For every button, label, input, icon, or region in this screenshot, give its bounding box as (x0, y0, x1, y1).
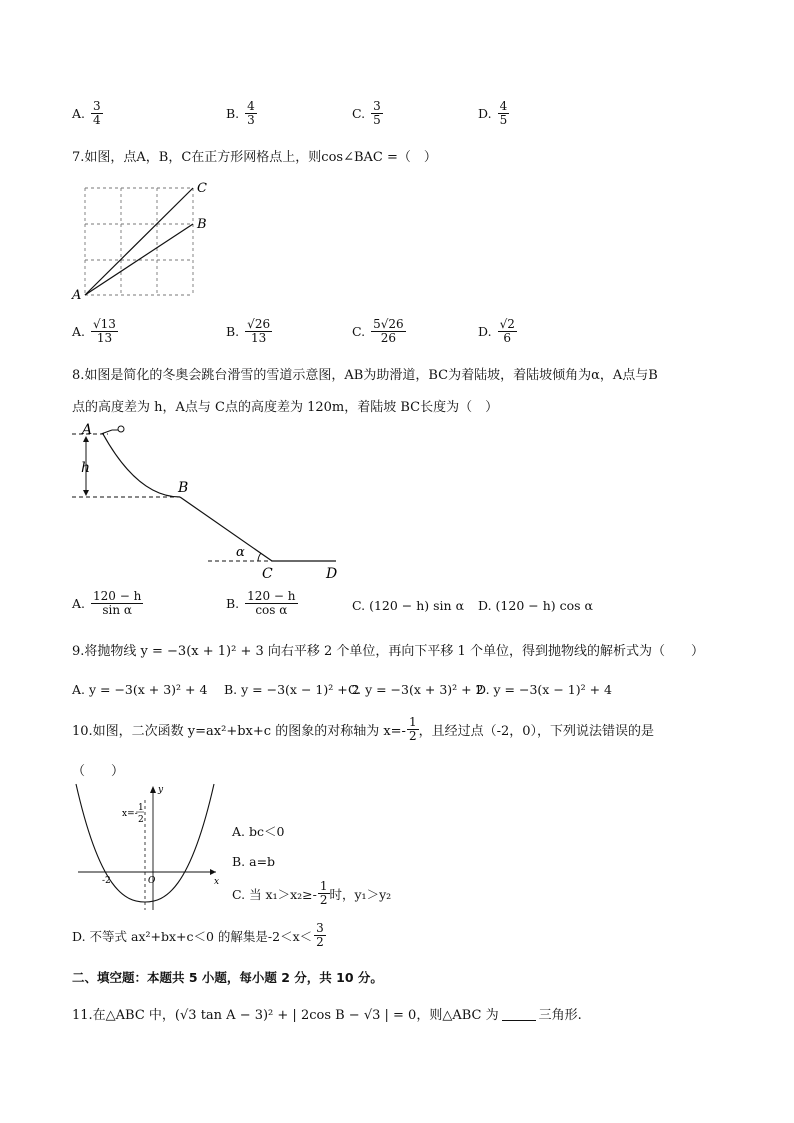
fraction (407, 716, 419, 743)
denominator: sin α (102, 603, 132, 618)
q9-option-d: D. y = −3(x − 1)² + 4 (476, 682, 612, 697)
stem-text: ，且经过点（-2，0），下列说法错误的是 (418, 724, 655, 740)
segment-ab (85, 224, 193, 295)
option-text: (120 − h) sin α (369, 598, 465, 613)
fraction (245, 318, 272, 345)
q8-stem-line1: 8.如图是简化的冬奥会跳台滑雪的雪道示意图，AB为助滑道，BC为着陆坡，着陆坡倾角为α，A点与B (72, 368, 658, 383)
x-axis-arrow-icon (210, 869, 216, 875)
q7-option-a (72, 318, 118, 345)
q6-option-d (478, 100, 509, 127)
option-letter: C. (352, 598, 366, 613)
numerator: √2 (499, 317, 515, 331)
label-c: C (262, 566, 273, 582)
skier-icon (101, 430, 118, 434)
q7-option-b (226, 318, 272, 345)
label-a: A (82, 422, 93, 438)
option-letter: B. (226, 596, 240, 612)
option-letter: C. (352, 106, 366, 122)
label-origin: O (148, 876, 156, 886)
q7-option-c (352, 318, 406, 345)
q8-option-b (226, 590, 298, 617)
stem-text: 10.如图，二次函数 y=ax²+bx+c 的图象的对称轴为 x=- (72, 724, 406, 740)
label-x: x (214, 877, 220, 887)
q7-option-d (478, 318, 517, 345)
stem-text: 11.在△ABC 中，(√3 tan A − 3)² + | 2cos B − √3 | = 0，则△ABC 为 (72, 1008, 499, 1023)
segment-ac (85, 188, 193, 295)
denominator: 2 (319, 893, 328, 908)
q8-stem-line2: 点的高度差为 h，A点与 C点的高度差为 120m，着陆坡 BC长度为（ ） (72, 400, 499, 415)
denominator: 2 (316, 935, 324, 950)
denominator: 3 (247, 113, 255, 128)
option-text: C. 当 x₁＞x₂≥- (232, 886, 317, 902)
q9-option-a: A. y = −3(x + 3)² + 4 (72, 682, 208, 697)
q10-option-b: B. a=b (232, 854, 276, 869)
q6-option-c (352, 100, 383, 127)
q7-stem: 7.如图，点A，B，C在正方形网格点上，则cos∠BAC =（ ） (72, 150, 437, 165)
option-letter: A. (72, 106, 86, 122)
label-axis-den: 2 (138, 815, 144, 825)
y-axis-arrow-icon (150, 786, 156, 793)
label-y: y (158, 785, 164, 795)
angle-arc (258, 553, 261, 561)
q10-option-d (72, 922, 326, 949)
section-heading: 二、填空题：本题共 5 小题，每小题 2 分，共 10 分。 (72, 970, 383, 985)
stem-text: 三角形. (538, 1008, 582, 1023)
denominator: cos α (255, 603, 288, 618)
numerator: √13 (93, 317, 116, 331)
arrow-down-icon (83, 490, 89, 496)
option-text: 时，y₁＞y₂ (329, 886, 392, 902)
option-text: (120 − h) cos α (495, 598, 593, 613)
q7-grid-figure (70, 178, 220, 302)
numerator: 5√26 (373, 317, 404, 331)
numerator: 3 (316, 921, 324, 935)
q10-stem (72, 716, 654, 743)
fraction (371, 100, 383, 127)
label-axis-pre: x=- (122, 809, 138, 819)
fraction (91, 100, 103, 127)
option-letter: B. (226, 324, 240, 340)
label-c: C (197, 181, 207, 196)
option-letter: A. (72, 324, 86, 340)
label-axis-num: 1 (138, 803, 144, 813)
fraction (245, 590, 297, 617)
q8-option-d (478, 598, 593, 613)
denominator: 2 (408, 729, 417, 744)
fraction (314, 922, 326, 949)
fraction (91, 318, 118, 345)
fraction (498, 318, 517, 345)
denominator: 13 (250, 331, 267, 346)
option-letter: D. (478, 598, 492, 613)
label-h: h (81, 460, 91, 476)
option-letter: D. (478, 106, 492, 122)
option-letter: B. (226, 106, 240, 122)
fraction (245, 100, 257, 127)
label-a: A (72, 288, 82, 302)
label-b: B (178, 480, 189, 496)
numerator: 1 (408, 715, 417, 729)
fraction (498, 100, 510, 127)
slope-bc (180, 497, 272, 561)
fraction (371, 318, 406, 345)
q9-option-b: B. y = −3(x − 1)² + 2 (224, 682, 360, 697)
fraction (91, 590, 143, 617)
label-d: D (326, 566, 338, 582)
denominator: 5 (373, 113, 381, 128)
numerator: 4 (499, 99, 508, 113)
numerator: 1 (319, 879, 328, 893)
q9-option-c: C. y = −3(x + 3)² + 2 (348, 682, 484, 697)
option-letter: D. (478, 324, 492, 340)
numerator: 120 − h (247, 589, 296, 603)
q6-option-b (226, 100, 257, 127)
label-b: B (197, 217, 207, 232)
q10-option-c (232, 880, 391, 907)
numerator: 3 (93, 99, 101, 113)
q10-paren: （ ） (72, 764, 125, 779)
q8-option-c (352, 598, 464, 613)
q8-ski-slope-figure (68, 420, 358, 582)
q8-option-a (72, 590, 143, 617)
skier-head-icon (118, 426, 124, 432)
numerator: √26 (247, 317, 271, 331)
q6-option-a (72, 100, 103, 127)
answer-blank[interactable] (502, 1020, 536, 1021)
fraction (318, 880, 330, 907)
option-letter: A. (72, 596, 86, 612)
label-neg2: -2 (102, 876, 111, 886)
denominator: 4 (93, 113, 101, 128)
q9-stem: 9.将抛物线 y = −3(x + 1)² + 3 向右平移 2 个单位，再向下平移 1 个单位，得到抛物线的解析式为（ ） (72, 644, 704, 659)
denominator: 6 (503, 331, 512, 346)
curve-ab (103, 434, 180, 497)
option-text: D. 不等式 ax²+bx+c＜0 的解集是-2＜x＜ (72, 928, 313, 944)
denominator: 5 (499, 113, 508, 128)
label-alpha: α (236, 545, 245, 560)
q11-stem (72, 1004, 582, 1023)
denominator: 26 (380, 331, 397, 346)
numerator: 3 (373, 99, 381, 113)
option-letter: C. (352, 324, 366, 340)
q10-parabola-graph (70, 780, 225, 915)
denominator: 13 (96, 331, 113, 346)
numerator: 4 (247, 99, 255, 113)
q10-option-a: A. bc＜0 (232, 824, 285, 839)
numerator: 120 − h (93, 589, 142, 603)
